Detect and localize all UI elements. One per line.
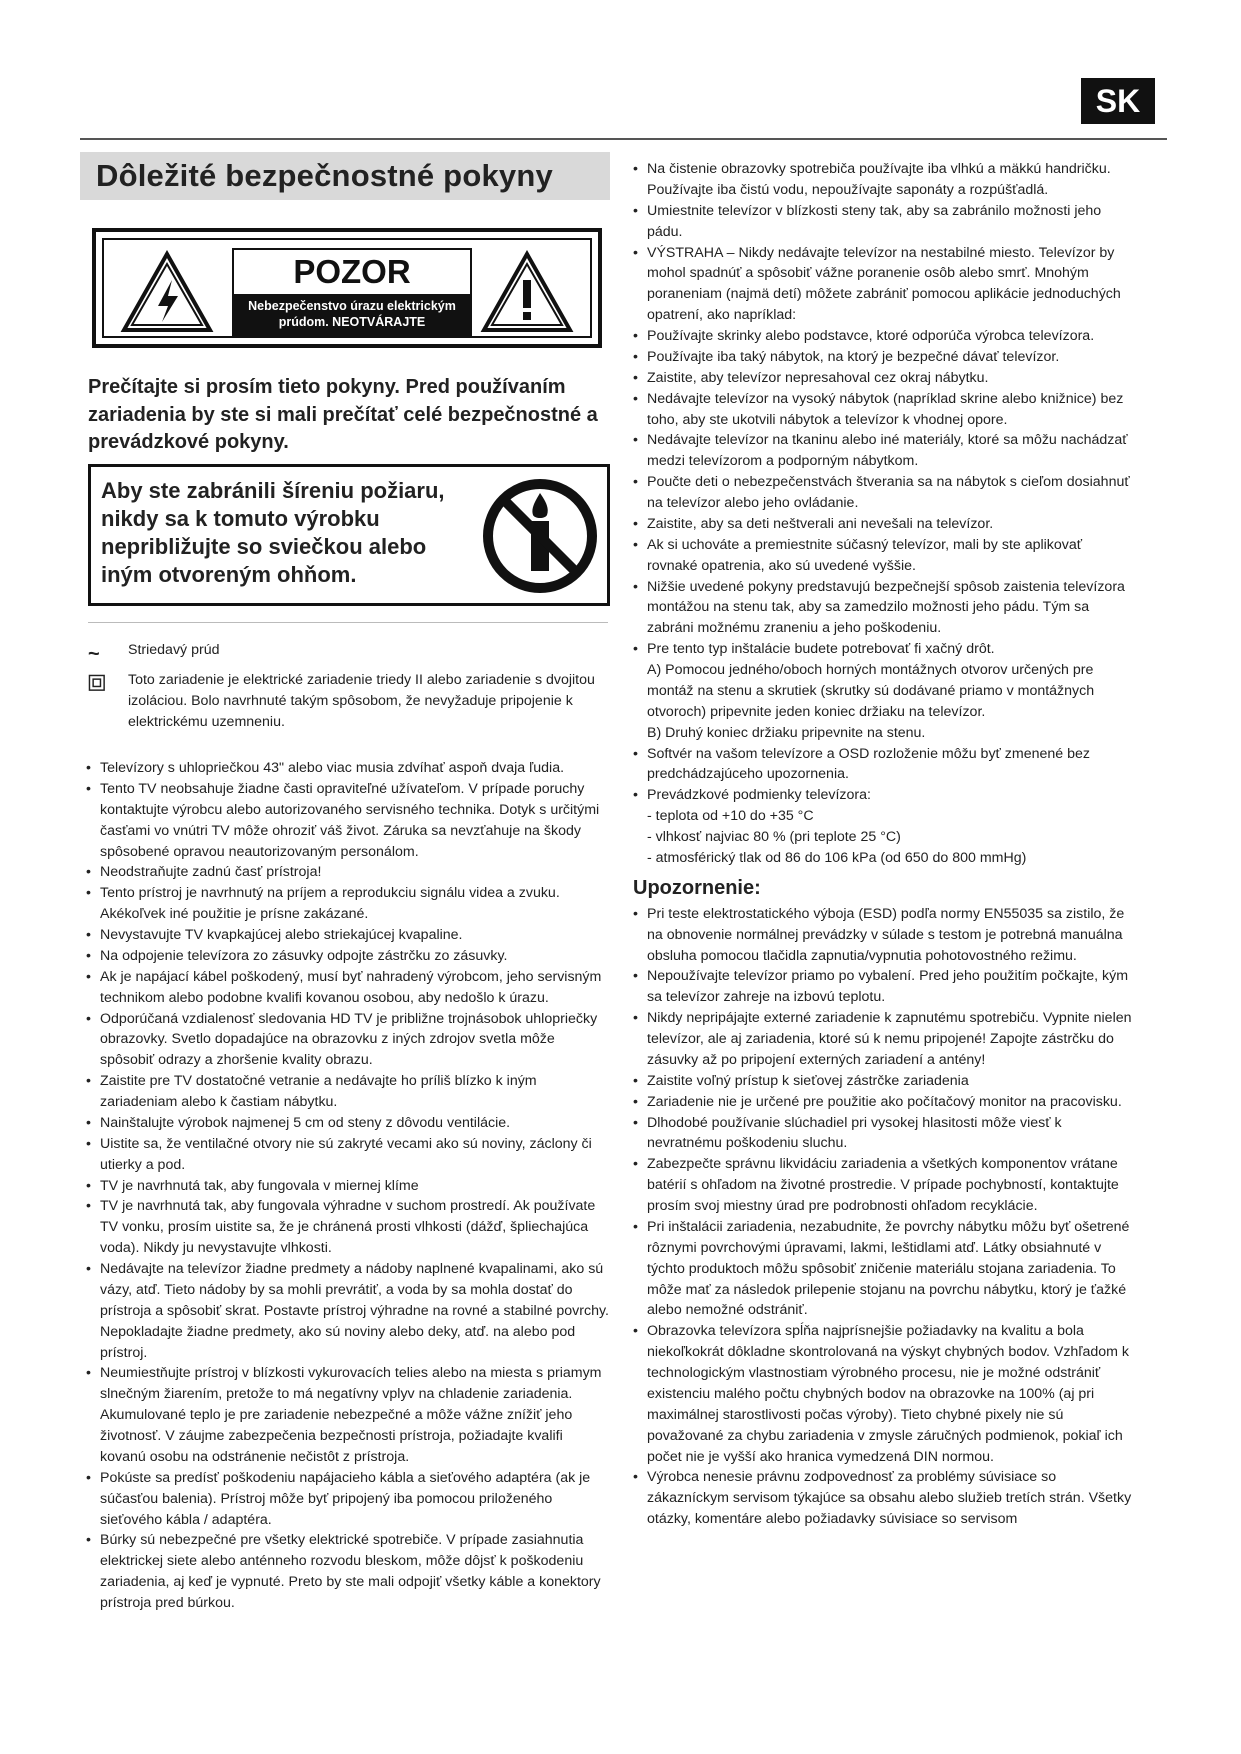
caution-label (92, 228, 602, 348)
mount-step: A) Pomocou jedného/oboch horných montážnych otvorov určených pre montáž na stenu a skrutiek (skrutky sú dodávané priamo v montážnych otvoroch) pripevnite jeden koniec držiaku na televízor. (647, 662, 1095, 720)
safety-list-item: • Zaistite, aby sa deti neštverali ani nevešali na televízor. (633, 514, 1133, 535)
safety-list-item: • Tento TV neobsahuje žiadne časti opraviteľné užívateľom. V prípade poruchy kontaktujte výrobcu alebo autorizovaného servisného technika. Dotyk s určitými časťami vo vnútri TV môže ohroziť váš život. Záruka sa nevzťahuje na škody spôsobené opravou neautorizovaným personálom. (86, 779, 612, 863)
notice-list-item: • Zabezpečte správnu likvidáciu zariadenia a všetkých komponentov vrátane batérií s ohľadom na životné prostredie. V prípade pochybností, kontaktujte prosím svoj miestny úrad pre podrobnosti ohľadom recyklácie. (633, 1154, 1133, 1217)
safety-list-item: • Prevádzkové podmienky televízora: (633, 785, 1133, 806)
safety-list-item: • Nevystavujte TV kvapkajúcej alebo striekajúcej kvapaline. (86, 925, 612, 946)
notice-list-item: • Dlhodobé používanie slúchadiel pri vysokej hlasitosti môže viesť k nevratnému poškodeniu sluchu. (633, 1113, 1133, 1155)
mount-step: B) Druhý koniec držiaku pripevnite na stenu. (647, 724, 926, 741)
safety-list-item: • Nainštalujte výrobok najmenej 5 cm od steny z dôvodu ventilácie. (86, 1113, 612, 1134)
upozornenie-list (633, 904, 1133, 1530)
safety-list-item: • VÝSTRAHA – Nikdy nedávajte televízor na nestabilné miesto. Televízor by mohol spadnúť a spôsobiť vážne poranenie osôb alebo smrť. Mnohým poraneniam (najmä detí) môžete zabrániť pomocou aplikácie jednoduchých opatrení, ako napríklad: (633, 243, 1133, 327)
right-safety-list-2 (633, 744, 1133, 807)
safety-list-item: • Umiestnite televízor v blízkosti steny tak, aby sa zabránilo možnosti jeho pádu. (633, 201, 1133, 243)
safety-list-item: • Používajte skrinky alebo podstavce, ktoré odporúča výrobca televízora. (633, 326, 1133, 347)
right-column (633, 159, 1133, 1530)
safety-list-item: • Neumiestňujte prístroj v blízkosti vykurovacích telies alebo na miesta s priamym slnečným žiarením, pretože to má negatívny vplyv na chladenie zariadenia. Akumulované teplo je pre zariadenie nebezpečné a môže vážne znížiť jeho životnosť. V záujme zabezpečenia bezpečnosti prístroja, požiadajte kvalifi kovanú osobu na odstránenie nečistôt z prístroja. (86, 1363, 612, 1467)
safety-list-item: • TV je navrhnutá tak, aby fungovala v miernej klíme (86, 1176, 612, 1197)
left-column (80, 152, 610, 1611)
condition-line: - atmosférický tlak od 86 do 106 kPa (od 650 do 800 mmHg) (647, 849, 1027, 866)
notice-list-item: • Nepoužívajte televízor priamo po vybalení. Pred jeho použitím počkajte, kým sa televízor zahreje na izbovú teplotu. (633, 966, 1133, 1008)
class-ii-symbol-row (88, 670, 610, 733)
safety-list-item: • Zaistite pre TV dostatočné vetranie a nedávajte ho príliš blízko k iným zariadeniam alebo k častiam nábytku. (86, 1071, 612, 1113)
safety-list-item: • Ak je napájací kábel poškodený, musí byť nahradený výrobcom, jeho servisným technikom alebo podobne kvalifi kovanou osobou, aby nedošlo k úrazu. (86, 967, 612, 1009)
safety-list-item: • Neodstraňujte zadnú časť prístroja! (86, 862, 612, 883)
safety-list-item: • Používajte iba taký nábytok, na ktorý je bezpečné dávať televízor. (633, 347, 1133, 368)
safety-list-item: • Na odpojenie televízora zo zásuvky odpojte zástrčku zo zásuvky. (86, 946, 612, 967)
condition-line: - vlhkosť najviac 80 % (pri teplote 25 °C) (647, 829, 901, 845)
safety-list-item: • Nedávajte televízor na tkaninu alebo iné materiály, ktoré sa môžu nachádzať medzi televízorom a podporným nábytkom. (633, 430, 1133, 472)
notice-list-item: • Výrobca nenesie právnu zodpovednosť za problémy súvisiace so zákazníckym servisom týkajúce sa obsahu alebo služieb tretích strán. Všetky otázky, komentáre alebo požiadavky súvisiace so servisom (633, 1467, 1133, 1530)
caution-text-block (232, 248, 472, 336)
notice-list-item: • Nikdy nepripájajte externé zariadenie k zapnutému spotrebiču. Vypnite nielen televízor, ale aj zariadenia, ktoré sú k nemu pripojené! Zapojte zástrčku do zásuvky až po pripojení externých zariadení a antény! (633, 1008, 1133, 1071)
right-safety-list (633, 159, 1133, 660)
safety-list-item: • Odporúčaná vzdialenosť sledovania HD TV je približne trojnásobok uhlopriečky obrazovky. Svetlo dopadajúce na obrazovku z iných zdrojov svetla môže spôsobiť odrazy a zhoršenie kvality obrazu. (86, 1009, 612, 1072)
read-instructions-note: Prečítajte si prosím tieto pokyny. Pred používaním zariadenia by ste si mali prečítať celé bezpečnostné a prevádzkové pokyny. (88, 376, 598, 454)
safety-list-item: • Nižšie uvedené pokyny predstavujú bezpečnejší spôsob zaistenia televízora montážou na stenu tak, aby sa zamedzilo možnosti jeho pádu. Tým sa zabráni možnému zraneniu a jeho poškodeniu. (633, 577, 1133, 640)
safety-list-item: • Ak si uchováte a premiestnite súčasný televízor, mali by ste aplikovať rovnaké opatrenia, ako sú uvedené vyššie. (633, 535, 1133, 577)
notice-list-item: • Pri teste elektrostatického výboja (ESD) podľa normy EN55035 sa zistilo, že na obnovenie normálnej prevádzky v súlade s testom je potrebná manuálna obsluha pomocou tlačidla zapnutia/vypnutia pohotovostného režimu. (633, 904, 1133, 967)
safety-list-item: • Zaistite, aby televízor nepresahoval cez okraj nábytku. (633, 368, 1133, 389)
condition-line: - teplota od +10 do +35 °C (647, 808, 814, 825)
caution-subtext: Nebezpečenstvo úrazu elektrickým prúdom. NEOTVÁRAJTE (234, 294, 470, 334)
page-title: Dôležité bezpečnostné pokyny (96, 158, 553, 193)
safety-list-item: • Búrky sú nebezpečné pre všetky elektrické spotrebiče. V prípade zasiahnutia elektrickej siete alebo anténneho rozvodu bleskom, môže dôjsť k poškodeniu zariadenia, aj keď je vypnuté. Preto by ste mali odpojiť všetky káble a konektory prístroja pred búrkou. (86, 1530, 612, 1614)
operating-conditions (633, 806, 1133, 869)
upozornenie-heading: Upozornenie: (633, 876, 761, 899)
safety-list-item: • Nedávajte na televízor žiadne predmety a nádoby naplnené kvapalinami, ako sú vázy, atď. Tieto nádoby by sa mohli prevrátiť, a voda by sa mohla dostať do prístroja a spôsobiť skrat. Postavte prístroj výhradne na rovné a stabilné povrchy. Nepokladajte žiadne predmety, ako sú noviny alebo deky, atď. na alebo pod prístroj. (86, 1259, 612, 1363)
exclamation-warning-icon (480, 250, 574, 334)
notice-list-item: • Zaistite voľný prístup k sieťovej zástrčke zariadenia (633, 1071, 1133, 1092)
alternating-current-icon: ~ (88, 643, 100, 665)
title-bar (80, 152, 610, 200)
safety-list-item: • Nedávajte televízor na vysoký nábytok (napríklad skrine alebo knižnice) bez toho, aby ste ukotvili nábytok a televízor k vhodnej opore. (633, 389, 1133, 431)
left-safety-list (86, 758, 612, 1614)
safety-list-item: • Softvér na vašom televízore a OSD rozloženie môžu byť zmenené bez predchádzajúceho upozornenia. (633, 744, 1133, 786)
safety-list-item: • TV je navrhnutá tak, aby fungovala výhradne v suchom prostredí. Ak používate TV vonku, prosím uistite sa, že je chránená prosti vlhkosti (dážď, špliechajúca voda). Nikdy ju nevystavujte vlhkosti. (86, 1196, 612, 1259)
language-badge: SK (1081, 78, 1155, 124)
section-separator (88, 622, 608, 623)
ac-symbol-row (88, 640, 610, 665)
header-rule (80, 138, 1167, 140)
safety-list-item: • Uistite sa, že ventilačné otvory nie sú zakryté vecami ako sú noviny, záclony či utierky a pod. (86, 1134, 612, 1176)
class-ii-symbol-text: Toto zariadenie je elektrické zariadenie triedy II alebo zariadenie s dvojitou izoláciou. Bolo navrhnuté takým spôsobom, že nevyžaduje pripojenie k elektrickému uzemneniu. (128, 672, 595, 731)
safety-list-item: • Televízory s uhlopriečkou 43" alebo viac musia zdvíhať aspoň dvaja ľudia. (86, 758, 612, 779)
caution-heading: POZOR (293, 253, 411, 290)
fire-warning-text: Aby ste zabránili šíreniu požiaru, nikdy sa k tomuto výrobku nepribližujte so sviečkou alebo iným otvoreným ohňom. (101, 478, 445, 587)
safety-list-item: • Pre tento typ inštalácie budete potrebovať fi xačný drôt. (633, 639, 1133, 660)
notice-list-item: • Pri inštalácii zariadenia, nezabudnite, že povrchy nábytku môžu byť ošetrené rôznymi povrchovými úpravami, lakmi, leštidlami atď. Látky obsiahnuté v týchto produktoch môžu spôsobiť zničenie materiálu stojana zariadenia. To môže mať za následok prilepenie stojanu na povrchu nábytku, ktorý je ťažké alebo nemožné odstrániť. (633, 1217, 1133, 1321)
safety-list-item: • Tento prístroj je navrhnutý na príjem a reprodukciu signálu videa a zvuku. Akékoľvek iné použitie je prísne zakázané. (86, 883, 612, 925)
safety-list-item: • Pokúste sa predísť poškodeniu napájacieho kábla a sieťového adaptéra (ak je súčasťou balenia). Prístroj môže byť pripojený iba pomocou priloženého sieťového kábla / adaptéra. (86, 1468, 612, 1531)
no-open-flame-icon (481, 477, 599, 595)
fire-warning-box (88, 464, 610, 606)
double-insulation-icon (88, 674, 110, 696)
safety-list-item: • Na čistenie obrazovky spotrebiča používajte iba vlhkú a mäkkú handričku. Používajte iba čistú vodu, nepoužívajte saponáty a rozpúšťadlá. (633, 159, 1133, 201)
notice-list-item: • Obrazovka televízora spĺňa najprísnejšie požiadavky na kvalitu a bola niekoľkokrát dôkladne skontrolovaná na výskyt chybných bodov. Vzhľadom k technologickým vlastnostiam výrobného procesu, nie je možné odstrániť existenciu malého počtu chybných bodov na obrazovke na 100% (aj pri maximálnej starostlivosti počas výroby). Tieto chybné pixely nie sú považované za chybu zariadenia v zmysle záručných podmienok, pokiaľ ich počet nie je vyšší ako hranica vymedzená DIN normou. (633, 1321, 1133, 1467)
notice-list-item: • Zariadenie nie je určené pre použitie ako počítačový monitor na pracovisku. (633, 1092, 1133, 1113)
mount-steps (633, 660, 1133, 744)
ac-symbol-text: Striedavý prúd (128, 642, 220, 658)
electric-shock-warning-icon (120, 250, 214, 334)
safety-list-item: • Poučte deti o nebezpečenstvách štverania sa na nábytok s cieľom dosiahnuť na televízor alebo jeho ovládanie. (633, 472, 1133, 514)
